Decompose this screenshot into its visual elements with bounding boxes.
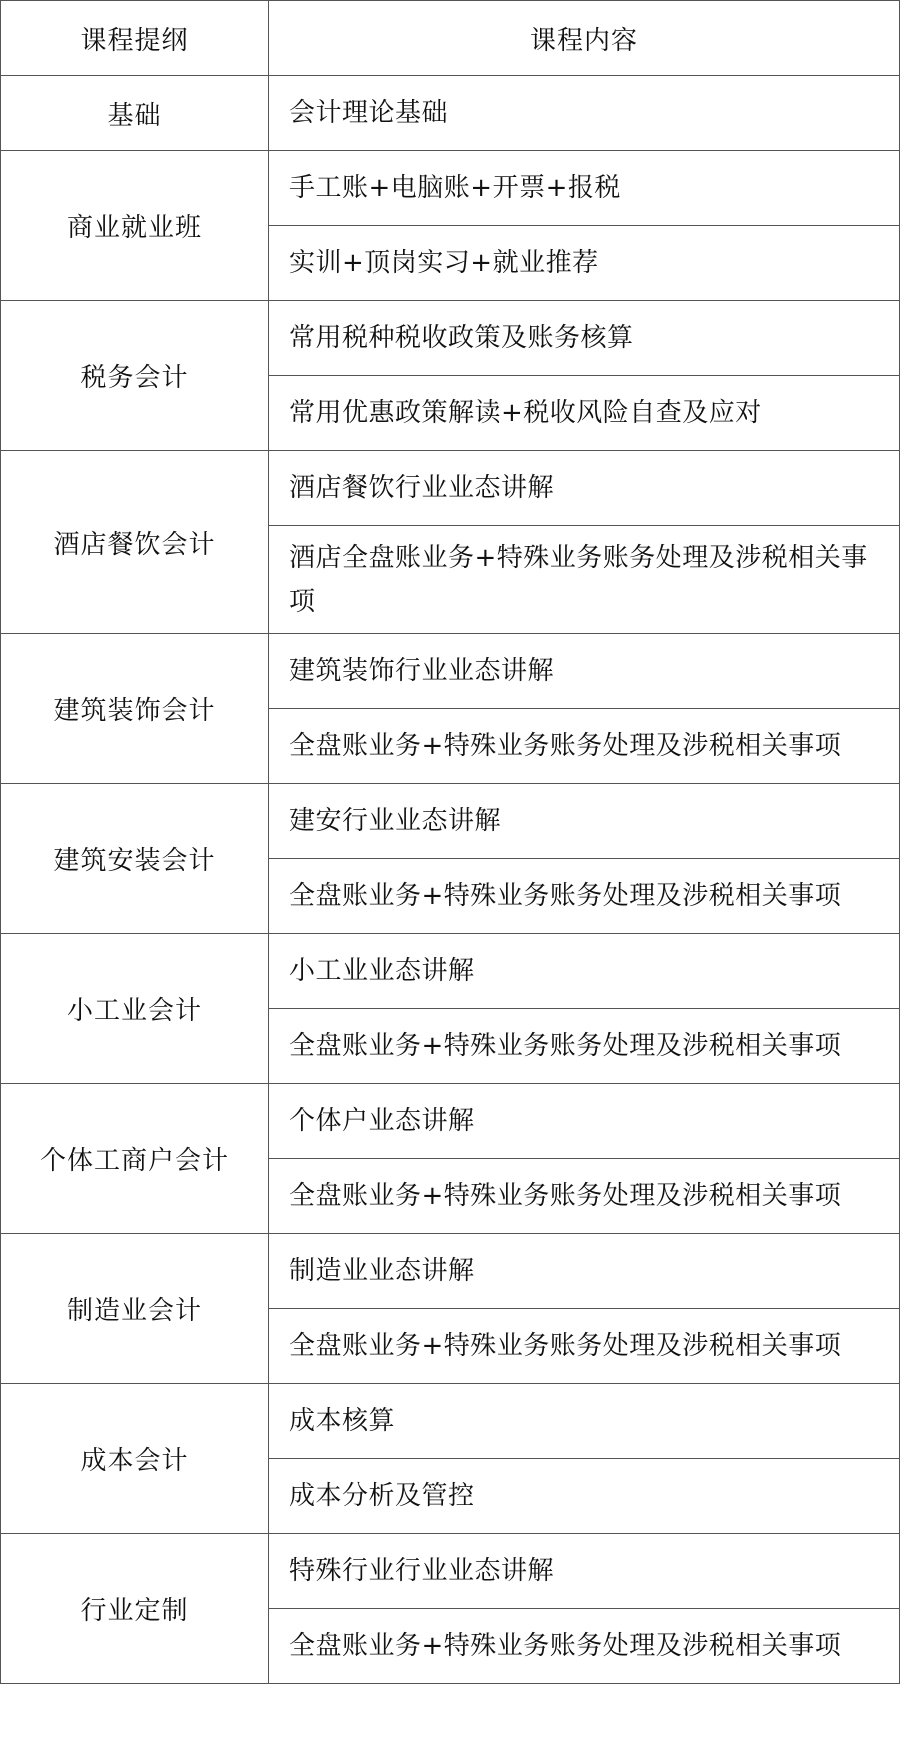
outline-cell: 行业定制: [1, 1534, 269, 1684]
table-row: [1, 784, 900, 859]
content-cell: 小工业业态讲解: [269, 934, 900, 1009]
table-row: [1, 301, 900, 376]
content-cell: 特殊行业行业业态讲解: [269, 1534, 900, 1609]
content-cell: 全盘账业务+特殊业务账务处理及涉税相关事项: [269, 1309, 900, 1384]
content-cell: 手工账+电脑账+开票+报税: [269, 151, 900, 226]
content-cell: 酒店全盘账业务+特殊业务账务处理及涉税相关事项: [269, 526, 900, 634]
outline-cell: 酒店餐饮会计: [1, 451, 269, 634]
content-cell: 建安行业业态讲解: [269, 784, 900, 859]
content-cell: 全盘账业务+特殊业务账务处理及涉税相关事项: [269, 1009, 900, 1084]
bottom-whitespace: [0, 1688, 900, 1748]
table-row: [1, 151, 900, 226]
content-cell: 全盘账业务+特殊业务账务处理及涉税相关事项: [269, 1609, 900, 1684]
table-row: [1, 1534, 900, 1609]
outline-cell: 建筑安装会计: [1, 784, 269, 934]
table-row: [1, 1384, 900, 1459]
outline-cell: 制造业会计: [1, 1234, 269, 1384]
content-cell: 常用税种税收政策及账务核算: [269, 301, 900, 376]
table-row: [1, 451, 900, 526]
table-row: [1, 934, 900, 1009]
content-cell: 会计理论基础: [269, 76, 900, 151]
content-cell: 全盘账业务+特殊业务账务处理及涉税相关事项: [269, 709, 900, 784]
outline-cell: 基础: [1, 76, 269, 151]
outline-cell: 建筑装饰会计: [1, 634, 269, 784]
table-row: [1, 76, 900, 151]
table-row: [1, 634, 900, 709]
table-row: [1, 1084, 900, 1159]
content-cell: 常用优惠政策解读+税收风险自查及应对: [269, 376, 900, 451]
content-cell: 成本分析及管控: [269, 1459, 900, 1534]
content-cell: 建筑装饰行业业态讲解: [269, 634, 900, 709]
outline-cell: 税务会计: [1, 301, 269, 451]
content-cell: 酒店餐饮行业业态讲解: [269, 451, 900, 526]
content-cell: 成本核算: [269, 1384, 900, 1459]
outline-cell: 小工业会计: [1, 934, 269, 1084]
header-row: [1, 1, 900, 76]
header-outline: 课程提纲: [1, 1, 269, 76]
outline-cell: 商业就业班: [1, 151, 269, 301]
content-cell: 全盘账业务+特殊业务账务处理及涉税相关事项: [269, 1159, 900, 1234]
content-cell: 实训+顶岗实习+就业推荐: [269, 226, 900, 301]
content-cell: 全盘账业务+特殊业务账务处理及涉税相关事项: [269, 859, 900, 934]
outline-cell: 个体工商户会计: [1, 1084, 269, 1234]
outline-cell: 成本会计: [1, 1384, 269, 1534]
content-cell: 个体户业态讲解: [269, 1084, 900, 1159]
table-row: [1, 1234, 900, 1309]
content-cell: 制造业业态讲解: [269, 1234, 900, 1309]
header-content: 课程内容: [269, 1, 900, 76]
